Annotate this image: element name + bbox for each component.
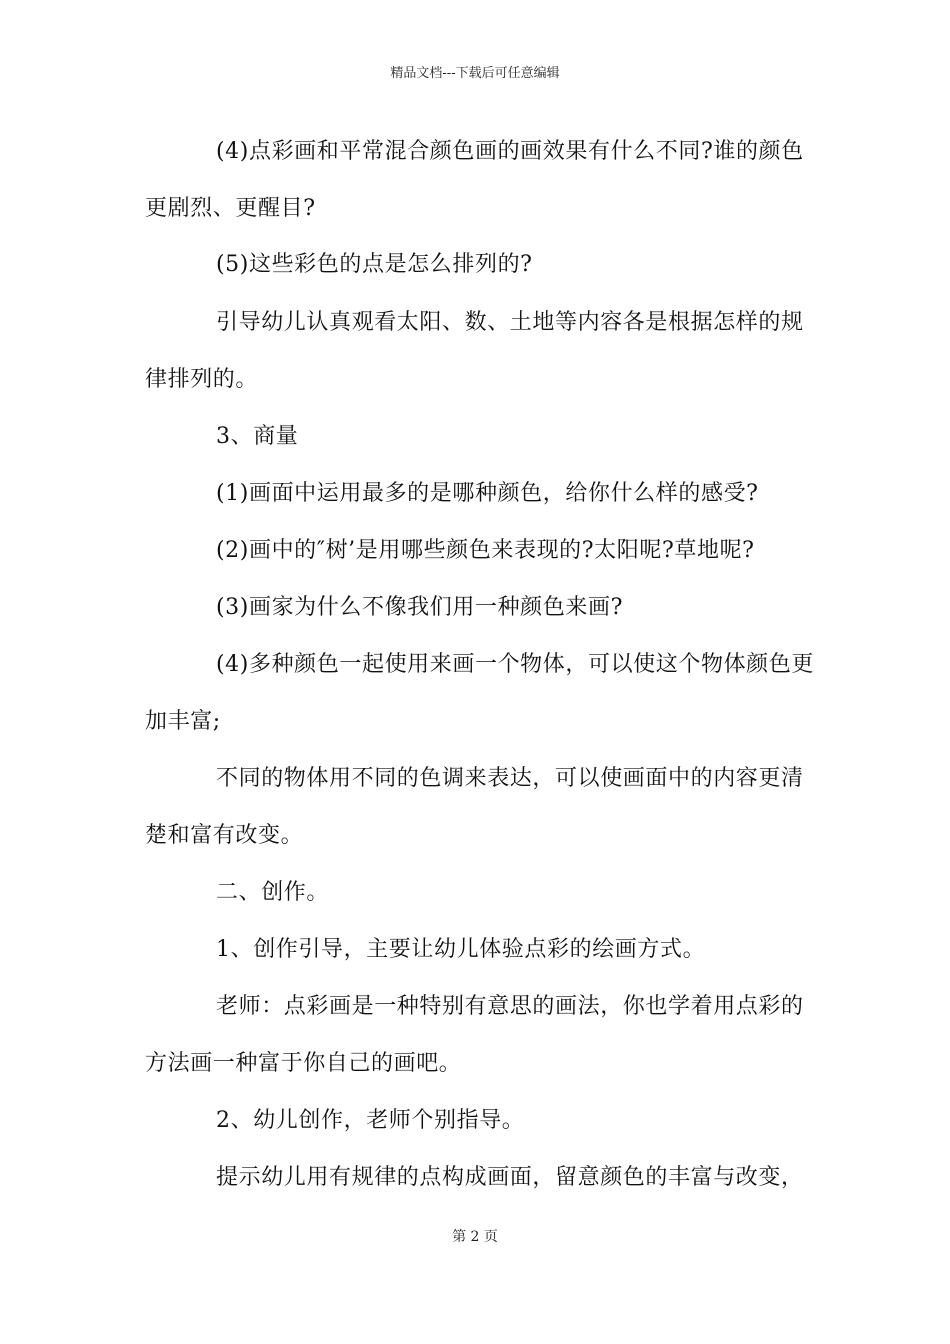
paragraph-line: (5)这些彩色的点是怎么排列的? bbox=[216, 252, 533, 277]
paragraph-line: 2、幼儿创作，老师个别指导。 bbox=[216, 1108, 525, 1133]
paragraph-line: 不同的物体用不同的色调来表达，可以使画面中的内容更清 bbox=[216, 766, 804, 791]
paragraph-line: 引导幼儿认真观看太阳、数、土地等内容各是根据怎样的规 bbox=[216, 310, 804, 335]
paragraph-line: (3)画家为什么不像我们用一种颜色来画? bbox=[216, 595, 623, 620]
paragraph-line: (4)多种颜色一起使用来画一个物体，可以使这个物体颜色更 bbox=[216, 652, 814, 677]
paragraph-line: 方法画一种富于你自己的画吧。 bbox=[145, 1051, 462, 1076]
page-header: 精品文档---下载后可任意编辑 bbox=[390, 66, 560, 81]
paragraph-line: 律排列的。 bbox=[145, 367, 259, 392]
paragraph-line: 1、创作引导，主要让幼儿体验点彩的绘画方式。 bbox=[216, 937, 706, 962]
section-heading: 二、创作。 bbox=[216, 880, 330, 905]
paragraph-line: 楚和富有改变。 bbox=[145, 823, 304, 848]
paragraph-line: 更剧烈、更醒目? bbox=[145, 196, 316, 221]
paragraph-line: 老师：点彩画是一种特别有意思的画法，你也学着用点彩的 bbox=[216, 994, 804, 1019]
paragraph-line: (1)画面中运用最多的是哪种颜色，给你什么样的感受? bbox=[216, 481, 759, 506]
paragraph-line: 加丰富; bbox=[145, 709, 221, 734]
page-number: 第 2 页 bbox=[452, 1229, 498, 1245]
paragraph-line: (2)画中的″树’是用哪些颜色来表现的?太阳呢?草地呢? bbox=[216, 538, 755, 563]
paragraph-line: (4)点彩画和平常混合颜色画的画效果有什么不同?谁的颜色 bbox=[216, 139, 804, 164]
paragraph-line: 提示幼儿用有规律的点构成画面，留意颜色的丰富与改变， bbox=[216, 1165, 804, 1190]
section-heading: 3、商量 bbox=[216, 424, 299, 449]
